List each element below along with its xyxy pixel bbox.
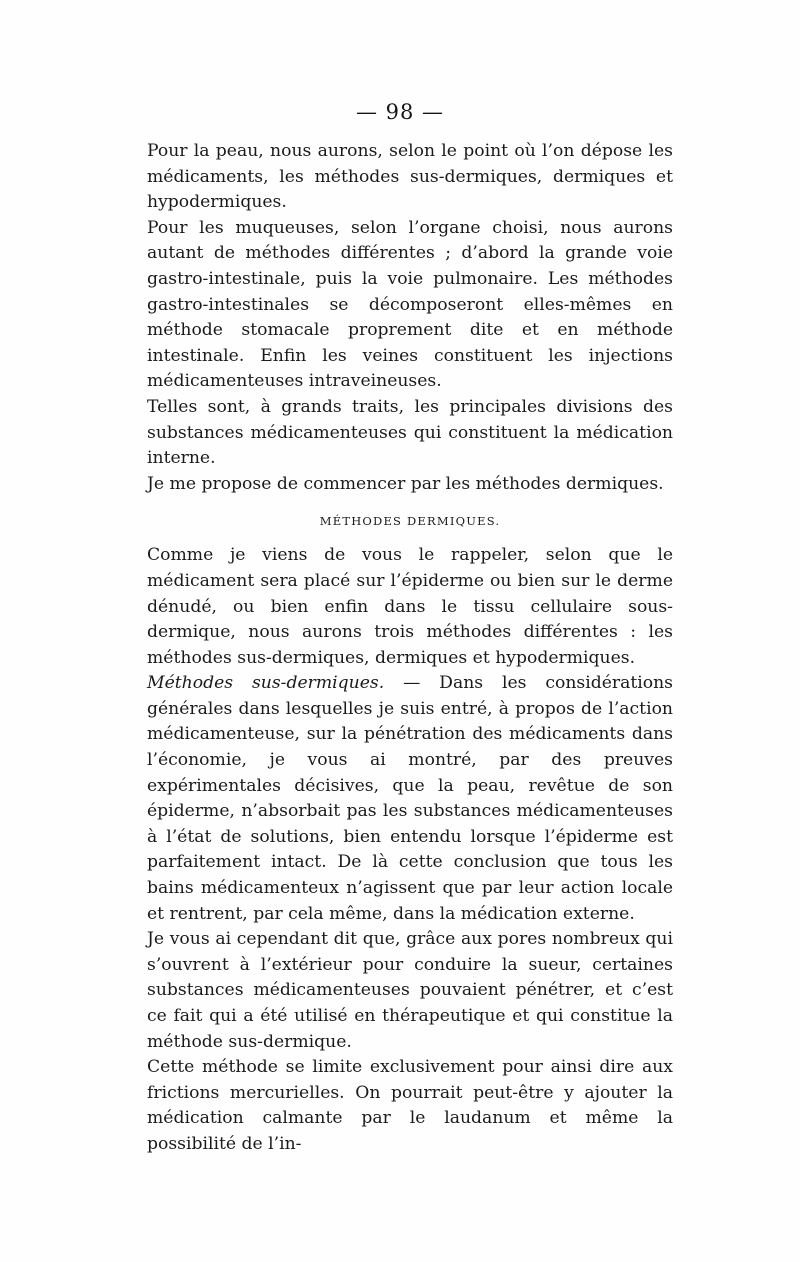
- paragraph: Cette méthode se limite exclusivement pour ainsi dire aux frictions mercurielles. On pourrait peut-être y ajouter la médication calmante par le laudanum et même la possibilité de l’in-: [147, 1057, 673, 1154]
- body-text: [147, 139, 673, 1158]
- paragraph-body: — Dans les considérations générales dans lesquelles je suis entré, à propos de l’action médicamenteuse, sur la pénétration des médicaments dans l’économie, je vous ai montré, par des preuves expérimentales décisives, que la peau, revêtue de son épiderme, n’absorbait pas les substances médicamenteuses à l’état de solutions, bien entendu lorsque l’épiderme est parfaitement intact. De là cette conclusion que tous les bains médicamenteux n’agissent que par leur action locale et rentrent, par cela même, dans la médication externe.: [147, 673, 673, 924]
- paragraph: Pour la peau, nous aurons, selon le point où l’on dépose les médicaments, les méthodes sus-dermiques, dermiques et hypodermiques.: [147, 141, 673, 213]
- paragraph: Je vous ai cependant dit que, grâce aux pores nombreux qui s’ouvrent à l’extérieur pour conduire la sueur, certaines substances médicamenteuses pouvaient pénétrer, et c’est ce fait qui a été utilisé en thérapeutique et qui constitue la méthode sus-dermique.: [147, 929, 673, 1052]
- page-number: — 98 —: [355, 100, 445, 124]
- paragraph: Je me propose de commencer par les méthodes dermiques.: [147, 473, 664, 494]
- paragraph-lead: Méthodes sus-dermiques.: [147, 673, 385, 694]
- paragraph-with-lead: [147, 671, 673, 927]
- paragraph: Telles sont, à grands traits, les principales divisions des substances médicamenteuses qui constituent la médication interne.: [147, 396, 673, 469]
- paragraph: Pour les muqueuses, selon l’organe choisi, nous aurons autant de méthodes différentes ; d’abord la grande voie gastro-intestinale, puis la voie pulmonaire. Les méthodes gastro-intestinales se décomposeront elles-mêmes en méthode stomacale proprement dite et en méthode intestinale. Enfin les veines constituent les injections médicamenteuses intraveineuses.: [147, 217, 673, 392]
- section-heading: MÉTHODES DERMIQUES.: [319, 514, 501, 529]
- paragraph: Comme je viens de vous le rappeler, selon que le médicament sera placé sur l’épiderme ou bien sur le derme dénudé, ou bien enfin dans le tissu cellulaire sous-dermique, nous aurons trois méthodes différentes : les méthodes sus-dermiques, dermiques et hypodermiques.: [147, 545, 673, 668]
